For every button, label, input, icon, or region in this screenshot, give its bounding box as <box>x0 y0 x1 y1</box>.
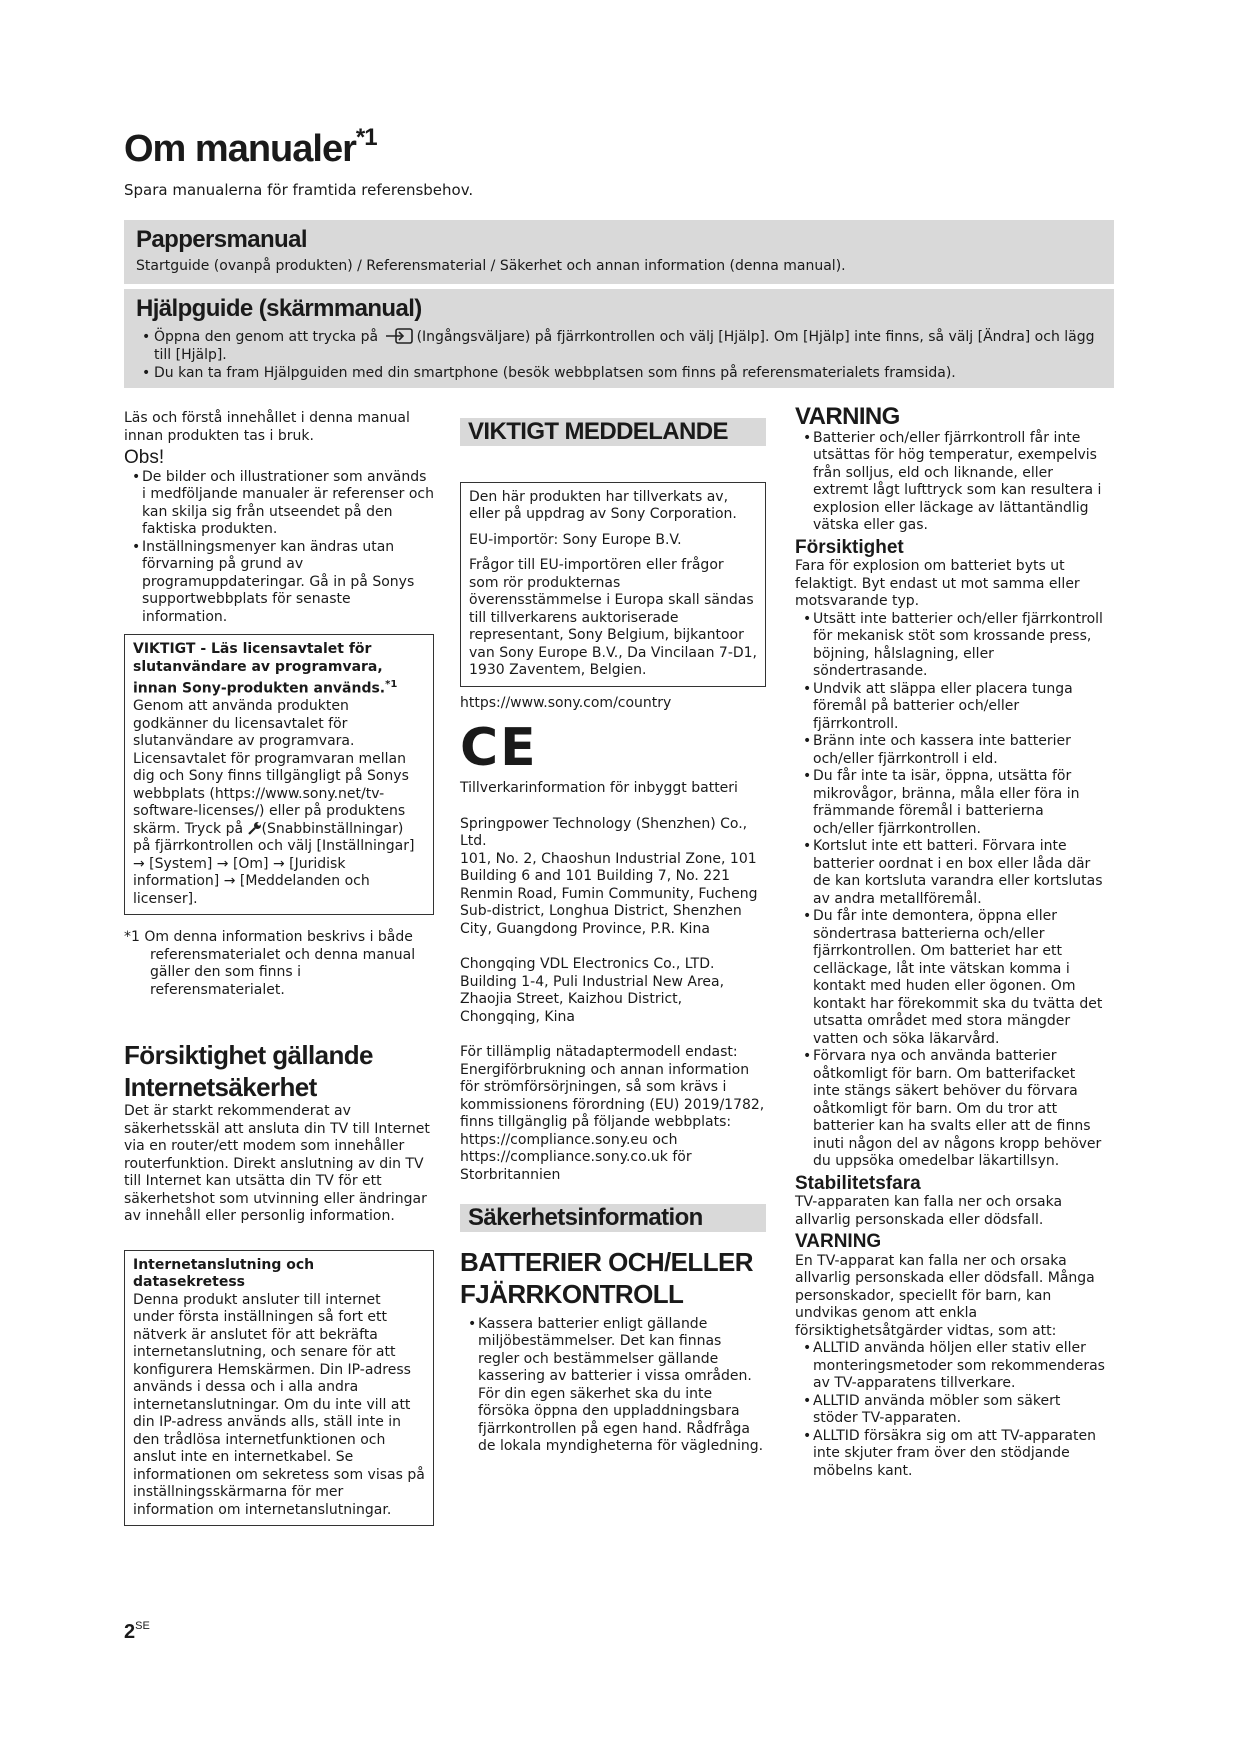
warning-heading: VARNING <box>795 403 900 430</box>
notice-text-1: Den här produkten har tillverkats av, eller på uppdrag av Sony Corporation. <box>469 488 737 522</box>
help-guide-box <box>124 289 1114 388</box>
caution-item: • Undvik att släppa eller placera tunga föremål på batterier och/eller fjärrkontroll. <box>795 681 1105 734</box>
adapter-text: För tillämplig nätadaptermodell endast: Energiförbrukning och annan information för strömförsörjningen, så som krävs i kommissionens förordning (EU) 2019/1782, finns tillgänglig på följande webbplats: https://compliance.sony.eu och https://compliance.sony.co.uk för Storbritannien <box>460 1044 765 1183</box>
obs-item: • Inställningsmenyer kan ändras utan förvarning på grund av programuppdateringar. Gå in på Sonys supportwebbplats för senaste information. <box>124 539 434 627</box>
wrench-icon <box>248 821 262 835</box>
help-guide-list <box>136 327 1102 382</box>
warning-2-item: • ALLTID försäkra sig om att TV-apparaten inte skjuter fram över den stödjande möbelns kant. <box>795 1428 1105 1481</box>
caution-item: • Bränn inte och kassera inte batterier och/eller fjärrkontroll i eld. <box>795 733 1105 768</box>
warning-list <box>795 430 1105 535</box>
maker-1-name: Springpower Technology (Shenzhen) Co., Ltd. <box>460 815 748 849</box>
help-guide-item: • Du kan ta fram Hjälpguiden med din smartphone (besök webbplatsen som finns på referensmaterialets framsida). <box>136 364 1102 382</box>
column-2 <box>460 418 766 1456</box>
title-footnote-mark: *1 <box>355 124 377 151</box>
help-guide-heading: Hjälpguide (skärmmanual) <box>136 295 422 322</box>
caution-heading: Försiktighet <box>795 536 904 558</box>
privacy-heading: Internetanslutning och datasekretess <box>133 1256 315 1291</box>
notice-banner: VIKTIGT MEDDELANDE <box>460 418 766 446</box>
obs-heading: Obs! <box>124 447 165 468</box>
warning-2-list <box>795 1340 1105 1480</box>
intro-text: Läs och förstå innehållet i denna manual innan produkten tas i bruk. <box>124 410 410 444</box>
warning-item: • Batterier och/eller fjärrkontroll får inte utsättas för hög temperatur, exempelvis från solljus, eld och liknande, eller extremt lågt lufttryck som kan resultera i explosion eller läckage av lättantändlig vätska eller gas. <box>795 430 1105 535</box>
page-subtitle: Spara manualerna för framtida referensbehov. <box>124 181 474 199</box>
obs-list <box>124 469 434 627</box>
country-url: https://www.sony.com/country <box>460 694 672 711</box>
stability-heading: Stabilitetsfara <box>795 1172 921 1194</box>
battery-maker-heading: Tillverkarinformation för inbyggt batteri <box>460 780 738 796</box>
maker-2: Chongqing VDL Electronics Co., LTD. Building 1-4, Puli Industrial New Area, Zhaojia Street, Kaizhou District, Chongqing, Kina <box>460 956 725 1025</box>
warning-2-heading: VARNING <box>795 1231 882 1252</box>
internet-safety-heading: Försiktighet gällande Internetsäkerhet <box>124 1040 373 1103</box>
column-1 <box>124 410 434 1526</box>
page-number: $2^{SE}$ <box>124 1620 150 1643</box>
input-selector-icon <box>385 327 415 345</box>
caution-item: • Utsätt inte batterier och/eller fjärrkontroll för mekanisk stöt som krossande press, böjning, hålslagning, eller söndertrasande. <box>795 611 1105 681</box>
footnote: *1 Om denna information beskrivs i både referensmaterialet och denna manual gäller den som finns i referensmaterialet. <box>124 929 416 998</box>
notice-text-2: EU-importör: Sony Europe B.V. <box>469 531 682 548</box>
warning-2-text: En TV-apparat kan falla ner och orsaka allvarlig personskada eller dödsfall. Många personskador, speciellt för barn, kan undvikas genom att enkla försiktighetsåtgärder vidtas, som att: <box>795 1252 1095 1339</box>
battery-heading: BATTERIER OCH/ELLER FJÄRRKONTROLL <box>460 1246 753 1309</box>
license-text: Genom att använda produkten godkänner du licensavtalet för slutanvändare av programvara. Licensavtalet för programvaran mellan dig och Sony finns tillgängligt på Sonys webbplats (https://www.sony.net/tv-software-licenses/) eller på produktens skärm. Tryck på <box>133 698 409 837</box>
paper-manual-box <box>124 220 1114 284</box>
battery-item: • Kassera batterier enligt gällande miljöbestämmelser. Det kan finnas regler och bestämmelser gällande kassering av batterier i vissa områden. För din egen säkerhet ska du inte försöka öppna den uppladdningsbara fjärrkontrollen på egen hand. Rådfråga de lokala myndigheterna för vägledning. <box>460 1316 766 1456</box>
ce-mark: CE <box>460 718 538 778</box>
license-footnote-mark: *1 <box>385 679 398 690</box>
stability-text: TV-apparaten kan falla ner och orsaka allvarlig personskada eller dödsfall. <box>795 1194 1063 1228</box>
battery-list <box>460 1316 766 1456</box>
internet-safety-text: Det är starkt rekommenderat av säkerhetsskäl att ansluta din TV till Internet via en router/ett modem som innehåller routerfunktion. Direkt anslutning av din TV till Internet kan utsätta din TV för ett säkerhetshot som utvinning eller ändringar av innehåll eller personlig information. <box>124 1103 430 1225</box>
license-text-2: (Snabbinställningar) på fjärrkontrollen och välj [Inställningar] → [System] → [Om] → [Juridisk information] → [Meddelanden och licenser]. <box>133 820 415 907</box>
caution-item: • Du får inte ta isär, öppna, utsätta för mikrovågor, bränna, måla eller föra in främmande föremål i batterierna och/eller fjärrkontrollen. <box>795 768 1105 838</box>
notice-box <box>460 482 766 687</box>
notice-text-3: Frågor till EU-importören eller frågor som rör produkternas överensstämmelse i Europa skall sändas till tillverkarens auktoriserade representant, Sony Belgium, bijkantoor van Sony Europe B.V., Da Vincilaan 7-D1, 1930 Zaventem, Belgien. <box>469 557 758 678</box>
caution-item: • Förvara nya och använda batterier oåtkomligt för barn. Om batterifacket inte stängs säkert behöver du förvara oåtkomligt för barn. Om du tror att batterier kan ha svalts eller att de finns inuti någon del av någons kropp behöver du uppsöka omedelbar läkartillsyn. <box>795 1048 1105 1171</box>
license-box <box>124 634 434 915</box>
maker-1-address: 101, No. 2, Chaoshun Industrial Zone, 101 Building 6 and 101 Building 7, No. 221 Renmin Road, Fumin Community, Fucheng Sub-district, Longhua District, Shenzhen City, Guangdong Province, P.R. Kina <box>460 850 758 937</box>
column-3 <box>795 403 1105 1480</box>
license-bold-text: VIKTIGT - Läs licensavtalet för slutanvändare av programvara, innan Sony-produkten används. <box>133 641 386 697</box>
paper-manual-heading: Pappersmanual <box>136 226 307 253</box>
safety-banner: Säkerhetsinformation <box>460 1204 766 1232</box>
obs-item: • De bilder och illustrationer som används i medföljande manualer är referenser och kan skilja sig från utseendet på den faktiska produkten. <box>124 469 434 539</box>
paper-manual-text: Startguide (ovanpå produkten) / Referensmaterial / Säkerhet och annan information (denna manual). <box>136 258 846 274</box>
caution-item: • Kortslut inte ett batteri. Förvara inte batterier oordnat i en box eller låda där de kan kortsluta varandra eller kortslutas av andra metallföremål. <box>795 838 1105 908</box>
privacy-box <box>124 1250 434 1527</box>
caution-text: Fara för explosion om batteriet byts ut felaktigt. Byt endast ut mot samma eller motsvarande typ. <box>795 558 1080 609</box>
page-title: Om manualer$^{*1}$ <box>124 124 377 170</box>
warning-2-item: • ALLTID använda möbler som säkert stöder TV-apparaten. <box>795 1393 1105 1428</box>
caution-item: • Du får inte demontera, öppna eller söndertrasa batterierna och/eller fjärrkontrollen. Om batteriet har ett celläckage, låt inte vätskan komma i kontakt med huden eller ögonen. Om kontakt har förekommit ska du tvätta det utsatta området med stora mängder vatten och söka läkarvård. <box>795 908 1105 1048</box>
privacy-text: Denna produkt ansluter till internet under första inställningen så fort ett nätverk är anslutet för att bekräfta internetanslutning, och senare för att konfigurera Hemskärmen. Din IP-adress används i dessa och i alla andra internetanslutningar. Om du inte vill att din IP-adress används alls, ställ inte in den trådlösa internetfunktionen och anslut inte en internetkabel. Se informationen om sekretess som visas på inställningsskärmarna för mer information om internetanslutningar. <box>133 1291 425 1518</box>
help-guide-item: • Öppna den genom att trycka på (Ingångsväljare) på fjärrkontrollen och välj [Hjälp]. Om [Hjälp] inte finns, så välj [Ändra] och lägg till [Hjälp]. <box>136 327 1102 364</box>
caution-list <box>795 611 1105 1171</box>
warning-2-item: • ALLTID använda höljen eller stativ eller monteringsmetoder som rekommenderas av TV-apparatens tillverkare. <box>795 1340 1105 1393</box>
